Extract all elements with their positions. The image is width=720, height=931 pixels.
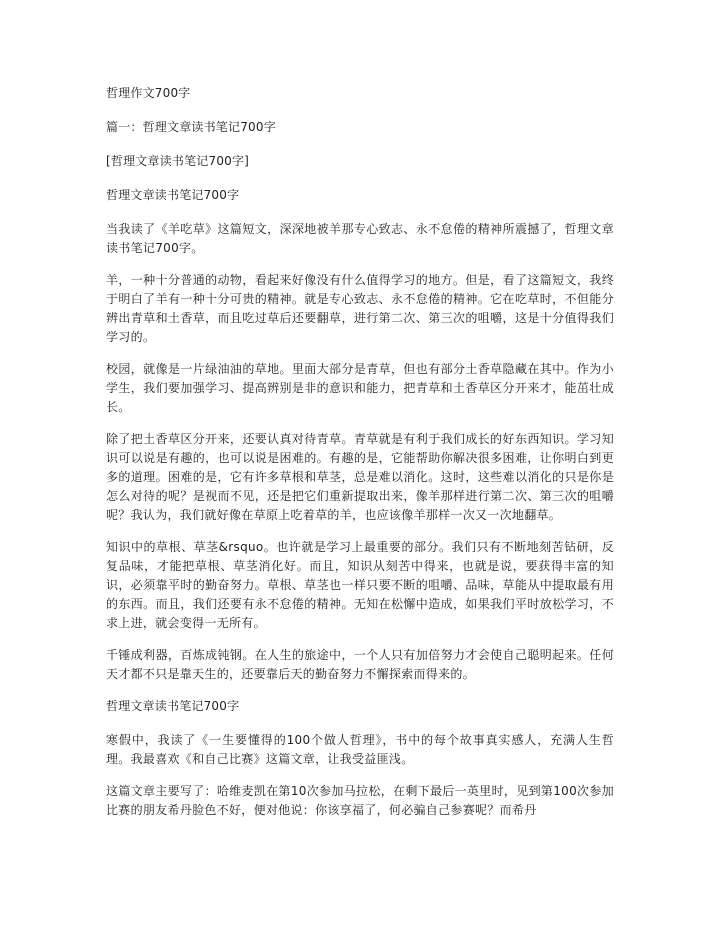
paragraph: 这篇文章主要写了：哈维麦凯在第10次参加马拉松，在剩下最后一英里时，见到第100次参加比赛的朋友希丹脸色不好，便对他说：你该享福了，何必骗自己参赛呢？而希丹 — [106, 784, 614, 817]
paragraph: 千锤成利器，百炼成钝钢。在人生的旅途中，一个人只有加倍努力才会使自己聪明起来。任何天才都不只是靠天生的，还要靠后天的勤奋努力不懈探索而得来的。 — [106, 648, 614, 681]
part-heading: 篇一：哲理文章读书笔记700字 — [106, 120, 276, 134]
sub-heading: 哲理文章读书笔记700字 — [106, 188, 240, 202]
document-body — [106, 84, 614, 833]
document-title: 哲理作文700字 — [106, 86, 191, 100]
paragraph: 除了把土香草区分开来，还要认真对待青草。青草就是有利于我们成长的好东西知识。学习知识可以说是有趣的，也可以说是困难的。有趣的是，它能帮助你解决很多困难，让你明白到更多的道理。困难的是，它有许多草根和草茎，总是难以消化。这时，这些难以消化的只是你是怎么对待的呢？是视而不见，还是把它们重新提取出来，像羊那样进行第二次、第三次的咀嚼呢？我认为，我们就好像在草原上吃着草的羊，也应该像羊那样一次又一次地翻草。 — [106, 432, 614, 522]
paragraph: 羊，一种十分普通的动物，看起来好像没有什么值得学习的地方。但是，看了这篇短文，我终于明白了羊有一种十分可贵的精神。就是专心致志、永不怠倦的精神。它在吃草时，不但能分辨出青草和土香草，而且吃过草后还要翻草，进行第二次、第三次的咀嚼，这是十分值得我们学习的。 — [106, 273, 614, 344]
paragraph: 寒假中，我读了《一生要懂得的100个做人哲理》，书中的每个故事真实感人，充满人生哲理。我最喜欢《和自己比赛》这篇文章，让我受益匪浅。 — [106, 733, 614, 766]
bracket-heading: [哲理文章读书笔记700字] — [106, 154, 250, 168]
paragraph: 当我读了《羊吃草》这篇短文，深深地被羊那专心致志、永不怠倦的精神所震撼了，哲理文章读书笔记700字。 — [106, 222, 614, 255]
paragraph: 知识中的草根、草茎&rsquo。也许就是学习上最重要的部分。我们只有不断地刻苦钻研，反复品味，才能把草根、草茎消化好。而且，知识从刻苦中得来，也就是说，要获得丰富的知识，必须靠平时的勤奋努力。草根、草茎也一样只要不断的咀嚼、品味，草能从中提取最有用的东西。而且，我们还要有永不怠倦的精神。无知在松懈中造成，如果我们平时放松学习，不求上进，就会变得一无所有。 — [106, 540, 614, 630]
sub-heading: 哲理文章读书笔记700字 — [106, 699, 240, 713]
paragraph: 校园，就像是一片绿油油的草地。里面大部分是青草，但也有部分土香草隐藏在其中。作为小学生，我们要加强学习、提高辨别是非的意识和能力，把青草和土香草区分开来才，能茁壮成长。 — [106, 362, 614, 414]
